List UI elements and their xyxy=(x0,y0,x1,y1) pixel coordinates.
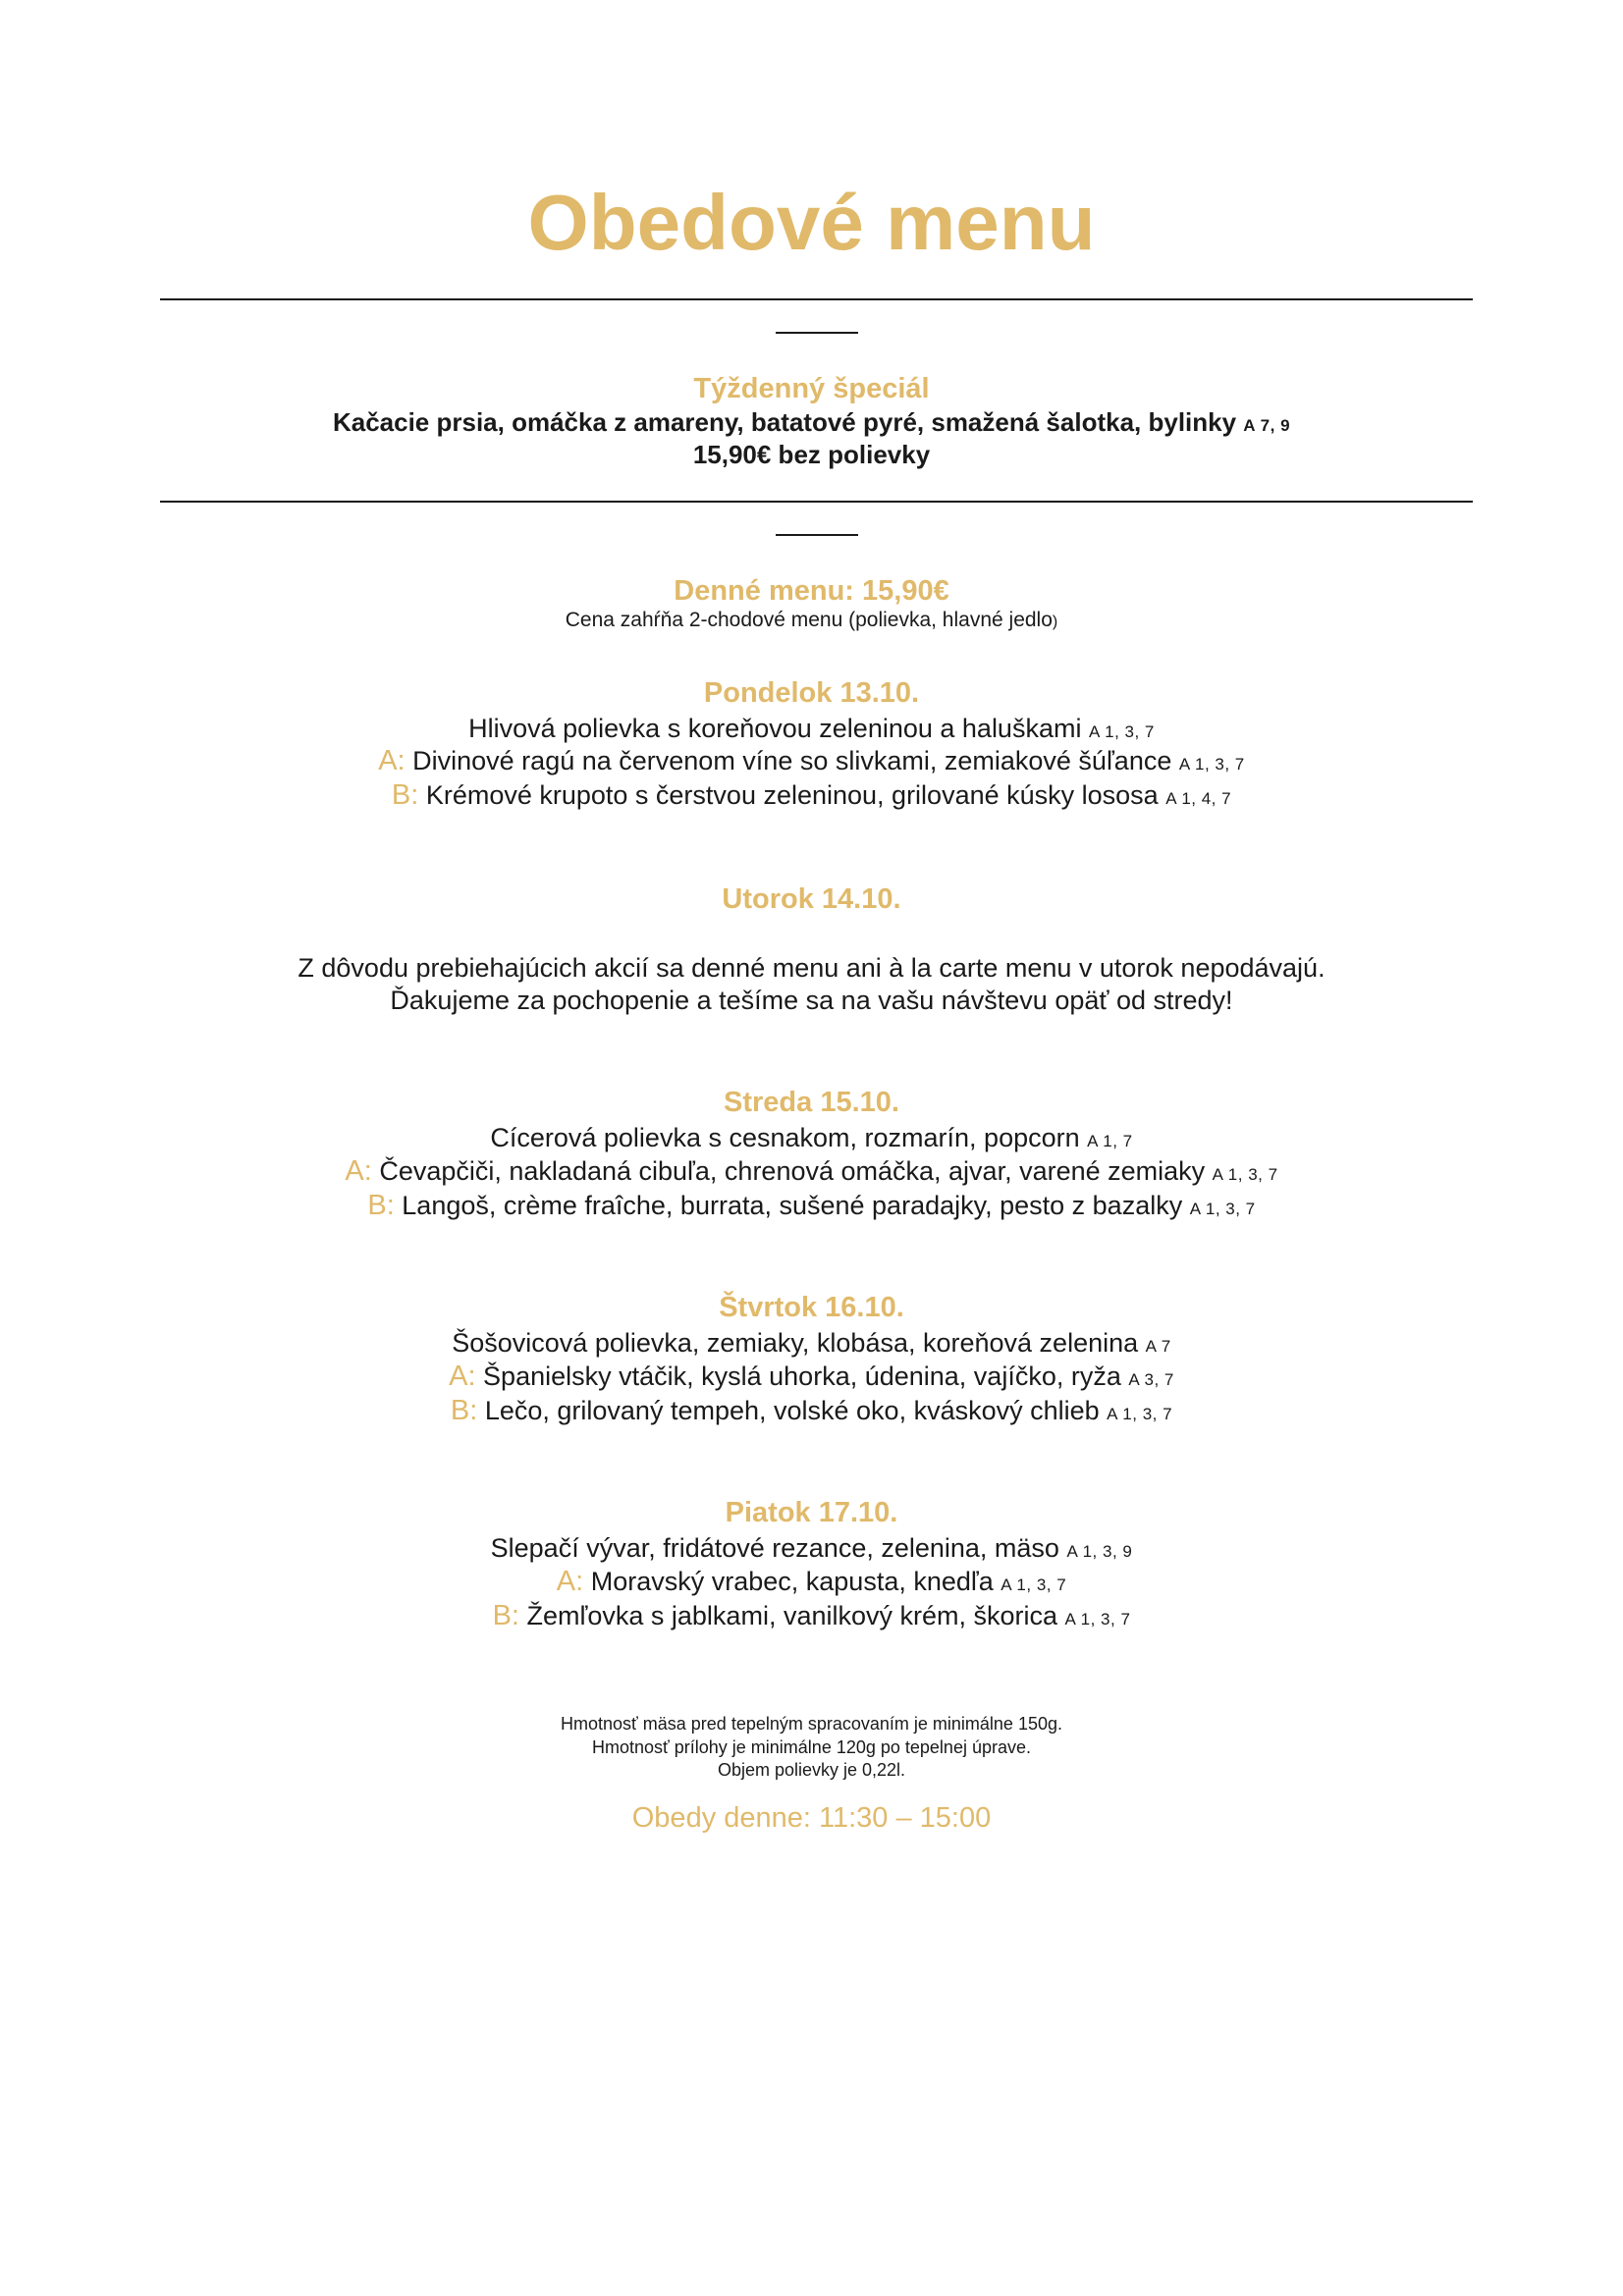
allergens: A 1, 3, 7 xyxy=(1088,722,1155,741)
dish-text: Moravský vrabec, kapusta, knedľa xyxy=(590,1567,994,1596)
dish-text: Cícerová polievka s cesnakom, rozmarín, popcorn xyxy=(490,1123,1080,1152)
dish-text: Krémové krupoto s čerstvou zeleninou, grilované kúsky lososa xyxy=(425,780,1159,810)
weekly-special-dish-text: Kačacie prsia, omáčka z amareny, batatové pyré, smažená šalotka, bylinky xyxy=(332,407,1237,437)
dish-text: Divinové ragú na červenom víne so slivkami, zemiakové šúľance xyxy=(412,746,1172,775)
day-heading-friday: Piatok 17.10. xyxy=(725,1497,898,1528)
friday-option-a xyxy=(0,1564,1623,1603)
wednesday-option-a xyxy=(0,1153,1623,1193)
wednesday-option-b xyxy=(0,1188,1623,1227)
allergens: A 1, 3, 7 xyxy=(1001,1575,1067,1594)
daily-menu-note xyxy=(0,607,1623,636)
allergens: A 1, 3, 7 xyxy=(1107,1405,1173,1423)
allergens: A 1, 3, 7 xyxy=(1212,1165,1278,1184)
allergens: A 1, 3, 7 xyxy=(1178,755,1245,774)
tuesday-notice-2: Ďakujeme za pochopenie a tešíme sa na vašu návštevu opäť od stredy! xyxy=(390,986,1233,1015)
allergens: A 3, 7 xyxy=(1128,1370,1174,1389)
divider xyxy=(160,298,1473,300)
footer-note-side: Hmotnosť prílohy je minimálne 120g po tepelnej úprave. xyxy=(591,1737,1031,1757)
allergens: A 7 xyxy=(1145,1337,1171,1356)
option-label: B: xyxy=(367,1190,395,1221)
allergens: A 1, 4, 7 xyxy=(1165,789,1232,808)
option-label: A: xyxy=(378,745,406,776)
allergens: A 1, 3, 7 xyxy=(1064,1610,1131,1629)
divider xyxy=(160,501,1473,503)
day-heading-monday: Pondelok 13.10. xyxy=(703,677,920,709)
thursday-option-b xyxy=(0,1393,1623,1432)
option-label: B: xyxy=(391,779,419,811)
dish-text: Čevapčiči, nakladaná cibuľa, chrenová omáčka, ajvar, varené zemiaky xyxy=(379,1156,1206,1186)
dish-text: Šošovicová polievka, zemiaky, klobása, koreňová zelenina xyxy=(452,1328,1139,1358)
option-label: A: xyxy=(345,1155,372,1187)
footer-note-meat: Hmotnosť mäsa pred tepelným spracovaním je minimálne 150g. xyxy=(561,1714,1062,1734)
option-label: B: xyxy=(492,1600,519,1631)
option-label: A: xyxy=(449,1361,476,1392)
dish-text: Langoš, crème fraîche, burrata, sušené paradajky, pesto z bazalky xyxy=(402,1191,1183,1220)
option-label: A: xyxy=(556,1566,584,1597)
day-heading-tuesday: Utorok 14.10. xyxy=(722,883,901,915)
monday-option-b xyxy=(0,777,1623,817)
allergens: A 1, 7 xyxy=(1087,1132,1133,1150)
allergens: A 1, 3, 9 xyxy=(1066,1542,1133,1561)
daily-menu-note-paren: ) xyxy=(1052,614,1058,630)
tuesday-notice-1: Z dôvodu prebiehajúcich akcií sa denné menu ani à la carte menu v utorok nepodávajú. xyxy=(298,953,1325,983)
weekly-special-heading: Týždenný špeciál xyxy=(693,373,930,404)
dish-text: Žemľovka s jablkami, vanilkový krém, škorica xyxy=(526,1601,1058,1630)
day-heading-wednesday: Streda 15.10. xyxy=(724,1087,899,1118)
dish-text: Slepačí vývar, fridátové rezance, zelenina, mäso xyxy=(490,1533,1059,1563)
lunch-hours: Obedy denne: 11:30 – 15:00 xyxy=(631,1802,992,1834)
day-heading-thursday: Štvrtok 16.10. xyxy=(719,1292,904,1323)
page-title: Obedové menu xyxy=(527,179,1096,266)
monday-option-a xyxy=(0,743,1623,782)
daily-menu-note-text: Cena zahŕňa 2-chodové menu (polievka, hlavné jedlo xyxy=(565,609,1053,631)
weekly-special-price: 15,90€ bez polievky xyxy=(692,440,931,469)
thursday-option-a xyxy=(0,1359,1623,1398)
divider-short xyxy=(776,534,858,536)
allergens: A 7, 9 xyxy=(1243,416,1291,435)
friday-option-b xyxy=(0,1598,1623,1637)
allergens: A 1, 3, 7 xyxy=(1189,1200,1256,1218)
footer-note-soup: Objem polievky je 0,22l. xyxy=(717,1760,906,1780)
divider-short xyxy=(776,332,858,334)
daily-menu-heading: Denné menu: 15,90€ xyxy=(674,575,949,607)
dish-text: Lečo, grilovaný tempeh, volské oko, kváskový chlieb xyxy=(484,1396,1100,1425)
dish-text: Hlivová polievka s koreňovou zeleninou a haluškami xyxy=(468,714,1082,743)
option-label: B: xyxy=(450,1395,478,1426)
dish-text: Španielsky vtáčik, kyslá uhorka, údenina, vajíčko, ryža xyxy=(483,1362,1121,1391)
